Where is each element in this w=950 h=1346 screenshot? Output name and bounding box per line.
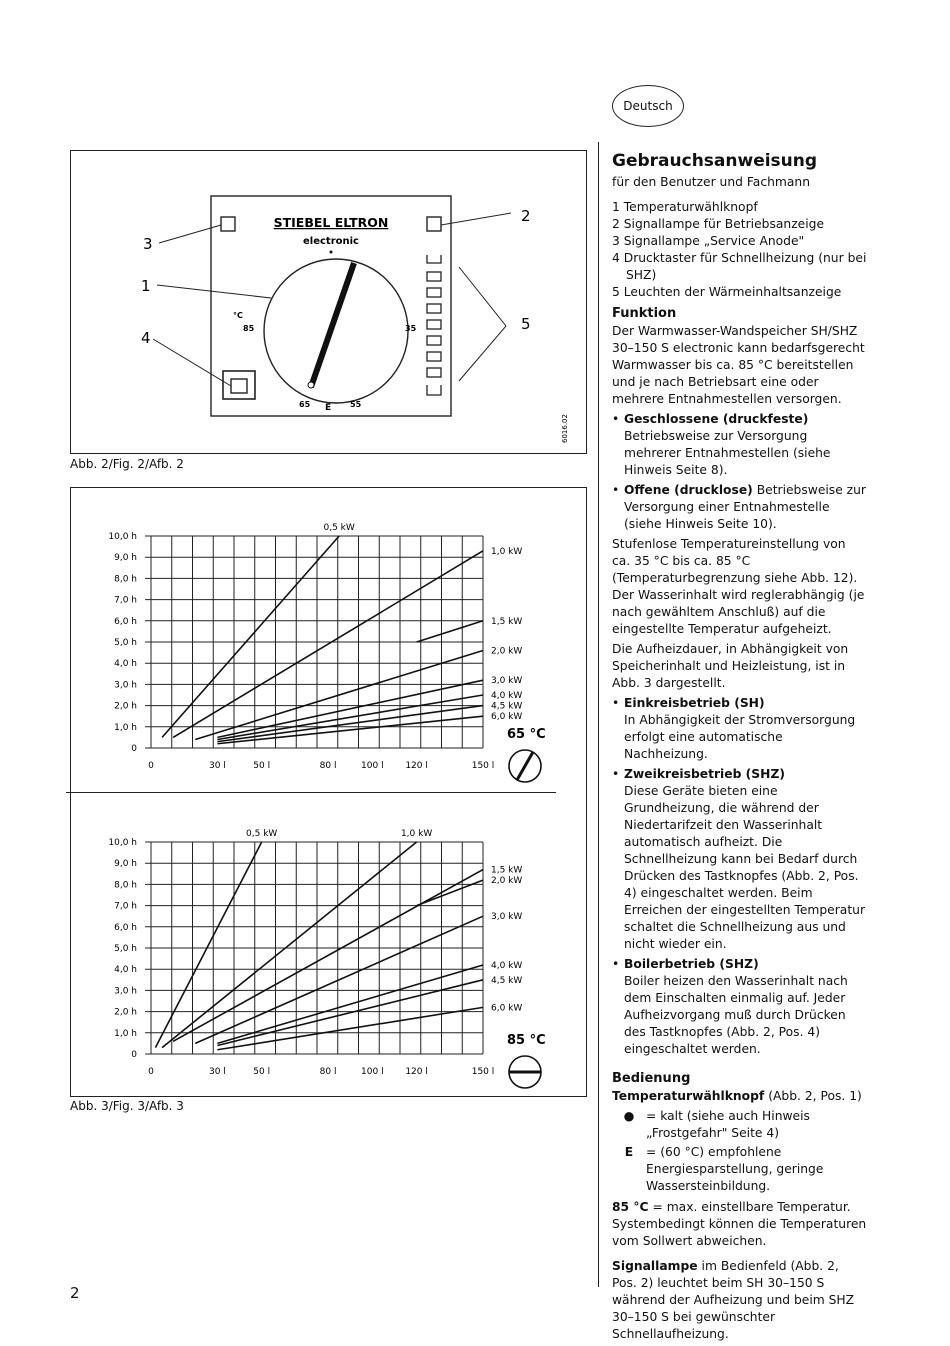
- knob-row: [612, 1144, 867, 1195]
- y-tick-label: 0: [131, 744, 137, 754]
- heat-lamp-icon: [427, 288, 441, 297]
- heat-lamp-icon: [427, 320, 441, 329]
- bedienung-heading: Bedienung: [612, 1071, 691, 1086]
- y-tick-label: 9,0 h: [114, 859, 137, 870]
- series-label: 2,0 kW: [491, 646, 523, 657]
- y-tick-label: 8,0 h: [114, 880, 137, 891]
- brand-sub: electronic: [303, 236, 359, 247]
- dial-label-65: 65: [299, 400, 311, 409]
- series-line: [417, 621, 483, 642]
- bullet-item: • Boilerbetrieb (SHZ) Boiler heizen den Wasserinhalt nach dem Einschalten einmalig auf. Jeder Aufheizvorgang muß durch Drücken des Tastknopfes (Abb. 2, Pos. 4) eingeschaltet werden.: [612, 957, 848, 1056]
- y-tick-label: 1,0 h: [114, 722, 137, 733]
- bullet-icon: •: [612, 767, 620, 781]
- figure-2-caption: Abb. 2/Fig. 2/Afb. 2: [70, 457, 184, 471]
- instructions-column: [612, 150, 867, 1346]
- series-label: 1,0 kW: [400, 829, 433, 839]
- bullet-item: • Zweikreisbetrieb (SHZ) Diese Geräte bieten eine Grundheizung, die während der Niedertarifzeit den Wasserinhalt automatisch aufheizt. Die Schnellheizung kann bei Bedarf durch Drücken des Tastknopfes (Abb. 2, Pos. 4) eingeschaltet werden. Beim Erreichen der eingestellten Temperatur schaltet die Schnellheizung aus und nicht wieder ein.: [612, 767, 865, 951]
- series-line: [162, 842, 417, 1048]
- y-tick-label: 6,0 h: [114, 922, 137, 933]
- bullet-icon: •: [612, 483, 620, 497]
- series-label: 1,0 kW: [491, 546, 523, 557]
- knob-pointer-icon: [517, 752, 533, 780]
- x-tick-label: 150 l: [471, 761, 495, 771]
- brand-name: STIEBEL ELTRON: [273, 215, 389, 230]
- page-subtitle: für den Benutzer und Fachmann: [612, 175, 810, 189]
- service-anode-lamp-icon: [221, 217, 235, 231]
- y-tick-label: 9,0 h: [114, 553, 137, 564]
- legend-item: 2 Signallampe für Betriebsanzeige: [612, 217, 825, 231]
- series-label: 3,0 kW: [491, 912, 523, 923]
- callout-1-line: [157, 285, 271, 298]
- quick-heat-button-frame: [223, 371, 255, 399]
- series-label: 1,5 kW: [491, 616, 523, 627]
- callout-4: 4: [141, 329, 151, 347]
- y-tick-label: 6,0 h: [114, 616, 137, 627]
- series-label: 4,5 kW: [491, 701, 523, 712]
- legend-list: [612, 199, 867, 301]
- x-tick-label: 50 l: [253, 1067, 271, 1077]
- knob-heading: Temperaturwählknopf (Abb. 2, Pos. 1): [612, 1089, 862, 1103]
- callout-3: 3: [143, 235, 153, 253]
- y-tick-label: 2,0 h: [114, 701, 137, 712]
- dial-label-85: 85: [243, 324, 255, 333]
- y-tick-label: 5,0 h: [114, 944, 137, 954]
- y-tick-label: 3,0 h: [114, 986, 137, 997]
- dial-pointer-tip-icon: [308, 382, 314, 388]
- dial-label-35: 35: [405, 324, 417, 333]
- quick-heat-button-icon: [231, 379, 247, 393]
- max-temp-paragraph: 85 °C = max. einstellbare Temperatur. Systembedingt können die Temperaturen vom Sollwert abweichen.: [612, 1200, 867, 1248]
- heat-lamp-icon: [427, 368, 441, 377]
- funktion-text: Der Warmwasser-Wandspeicher SH/SHZ 30–150 S electronic kann bedarfsgerecht Warmwasser bis ca. 85 °C bereitstellen und je nach Betriebsart eine oder mehrere Entnahmestellen versorgen.: [612, 324, 865, 406]
- y-tick-label: 7,0 h: [114, 901, 137, 912]
- legend-item: 5 Leuchten der Wärmeinhaltsanzeige: [612, 285, 842, 299]
- callout-5-bracket: [459, 267, 506, 381]
- y-tick-label: 4,0 h: [114, 965, 137, 976]
- y-tick-label: 1,0 h: [114, 1028, 137, 1039]
- dial-label-55: 55: [350, 400, 362, 409]
- chart-65-degrees: [71, 488, 586, 788]
- language-badge: [612, 85, 684, 127]
- y-tick-label: 3,0 h: [114, 680, 137, 691]
- legend-item: 3 Signallampe „Service Anode": [612, 234, 805, 248]
- x-tick-label: 120 l: [405, 761, 428, 771]
- series-line: [195, 650, 483, 739]
- knob-value: = kalt (siehe auch Hinweis „Frostgefahr" Seite 4): [646, 1109, 810, 1140]
- series-line: [162, 536, 339, 737]
- page-number: 2: [70, 1284, 80, 1302]
- bullet-item: • Einkreisbetrieb (SH) In Abhängigkeit der Stromversorgung erfolgt eine automatische Nachheizung.: [612, 696, 856, 761]
- mode-bullets: [612, 411, 867, 533]
- series-line: [195, 916, 483, 1043]
- x-tick-label: 150 l: [471, 1067, 495, 1077]
- y-tick-label: 5,0 h: [114, 638, 137, 648]
- x-tick-label: 0: [148, 1067, 154, 1077]
- y-tick-label: 10,0 h: [108, 532, 137, 542]
- chart-title: 65 °C: [507, 727, 546, 742]
- heat-lamp-bottom-icon: [427, 385, 441, 395]
- series-line: [217, 680, 483, 737]
- series-line: [217, 695, 483, 740]
- series-label: 4,5 kW: [491, 975, 523, 986]
- heating-duration-paragraph: Die Aufheizdauer, in Abhängigkeit von Speicherinhalt und Heizleistung, ist in Abb. 3 dargestellt.: [612, 642, 849, 690]
- figure-3-caption: Abb. 3/Fig. 3/Afb. 3: [70, 1099, 184, 1113]
- bullet-item: • Offene (drucklose) Betriebsweise zur Versorgung einer Entnahmestelle (siehe Hinweis Seite 10).: [612, 483, 866, 531]
- temperature-dial: [264, 259, 408, 403]
- y-tick-label: 8,0 h: [114, 574, 137, 585]
- x-tick-label: 50 l: [253, 761, 271, 771]
- x-tick-label: 80 l: [319, 1067, 337, 1077]
- x-tick-label: 120 l: [405, 1067, 428, 1077]
- bullet-icon: •: [612, 957, 620, 971]
- bullet-item: • Geschlossene (druckfeste) Betriebsweise zur Versorgung mehrerer Entnahmestellen (siehe Hinweis Seite 8).: [612, 412, 831, 477]
- language-label: Deutsch: [623, 99, 673, 113]
- series-line: [217, 980, 483, 1046]
- callout-2: 2: [521, 207, 531, 225]
- x-tick-label: 80 l: [319, 761, 337, 771]
- figure-code: 6016.02: [561, 414, 569, 443]
- series-label: 4,0 kW: [491, 960, 523, 971]
- y-tick-label: 4,0 h: [114, 659, 137, 670]
- dial-label-degc: °C: [233, 311, 243, 320]
- x-tick-label: 100 l: [361, 1067, 384, 1077]
- y-tick-label: 2,0 h: [114, 1007, 137, 1018]
- chart-85-degrees: [71, 794, 586, 1094]
- series-label: 0,5 kW: [246, 829, 278, 839]
- series-line: [217, 706, 483, 742]
- y-tick-label: 10,0 h: [108, 838, 137, 848]
- chart-separator: [66, 792, 556, 793]
- dial-label-e: E: [325, 403, 332, 413]
- heat-lamp-icon: [427, 352, 441, 361]
- x-tick-label: 0: [148, 761, 154, 771]
- knob-key: ●: [623, 1109, 635, 1123]
- series-label: 3,0 kW: [491, 676, 523, 687]
- operation-bullets: [612, 695, 867, 1058]
- legend-item: 1 Temperaturwählknopf: [612, 200, 758, 214]
- funktion-heading: Funktion: [612, 306, 677, 321]
- chart-title: 85 °C: [507, 1033, 546, 1048]
- heat-lamp-top-icon: [427, 255, 441, 263]
- knob-row: [612, 1108, 867, 1142]
- control-panel-drawing: [71, 151, 586, 453]
- knob-key: E: [624, 1145, 634, 1159]
- series-label: 4,0 kW: [491, 691, 523, 701]
- signal-lamp-paragraph: Signallampe im Bedienfeld (Abb. 2, Pos. 2) leuchtet beim SH 30–150 S während der Aufheizung und beim SHZ 30–150 S bei gewünschter Schnellaufheizung.: [612, 1259, 855, 1341]
- callout-5: 5: [521, 315, 531, 333]
- bullet-icon: •: [612, 696, 620, 710]
- page-title: Gebrauchsanweisung: [612, 151, 818, 171]
- dial-pointer: [311, 263, 354, 387]
- heat-lamp-icon: [427, 336, 441, 345]
- x-tick-label: 30 l: [208, 1067, 226, 1077]
- column-divider: [598, 142, 599, 1287]
- series-label: 1,5 kW: [491, 865, 523, 876]
- knob-value: = (60 °C) empfohlene Energiesparstellung, geringe Wassersteinbildung.: [646, 1145, 824, 1193]
- series-label: 0,5 kW: [323, 523, 355, 533]
- legend-item: 4 Drucktaster für Schnellheizung (nur bei SHZ): [612, 251, 867, 282]
- heat-lamp-icon: [427, 304, 441, 313]
- series-label: 2,0 kW: [491, 876, 523, 887]
- series-line: [217, 1007, 483, 1049]
- callout-4-line: [153, 339, 231, 386]
- x-tick-label: 100 l: [361, 761, 384, 771]
- temperature-paragraph: Stufenlose Temperatureinstellung von ca. 35 °C bis ca. 85 °C (Temperaturbegrenzung siehe Abb. 12). Der Wasserinhalt wird reglerabhängig (je nach gewähltem Anschluß) auf die eingestellte Temperatur aufgeheizt.: [612, 537, 865, 636]
- series-label: 6,0 kW: [491, 712, 523, 723]
- callout-1: 1: [141, 277, 151, 295]
- figure-heating-time-charts: [70, 487, 587, 1097]
- x-tick-label: 30 l: [208, 761, 226, 771]
- series-line: [217, 965, 483, 1043]
- bullet-icon: •: [612, 412, 620, 426]
- series-label: 6,0 kW: [491, 1003, 523, 1014]
- operation-lamp-icon: [427, 217, 441, 231]
- y-tick-label: 7,0 h: [114, 595, 137, 606]
- y-tick-label: 0: [131, 1050, 137, 1060]
- dial-top-dot-icon: [330, 251, 333, 254]
- heat-lamp-icon: [427, 272, 441, 281]
- figure-control-panel: [70, 150, 587, 454]
